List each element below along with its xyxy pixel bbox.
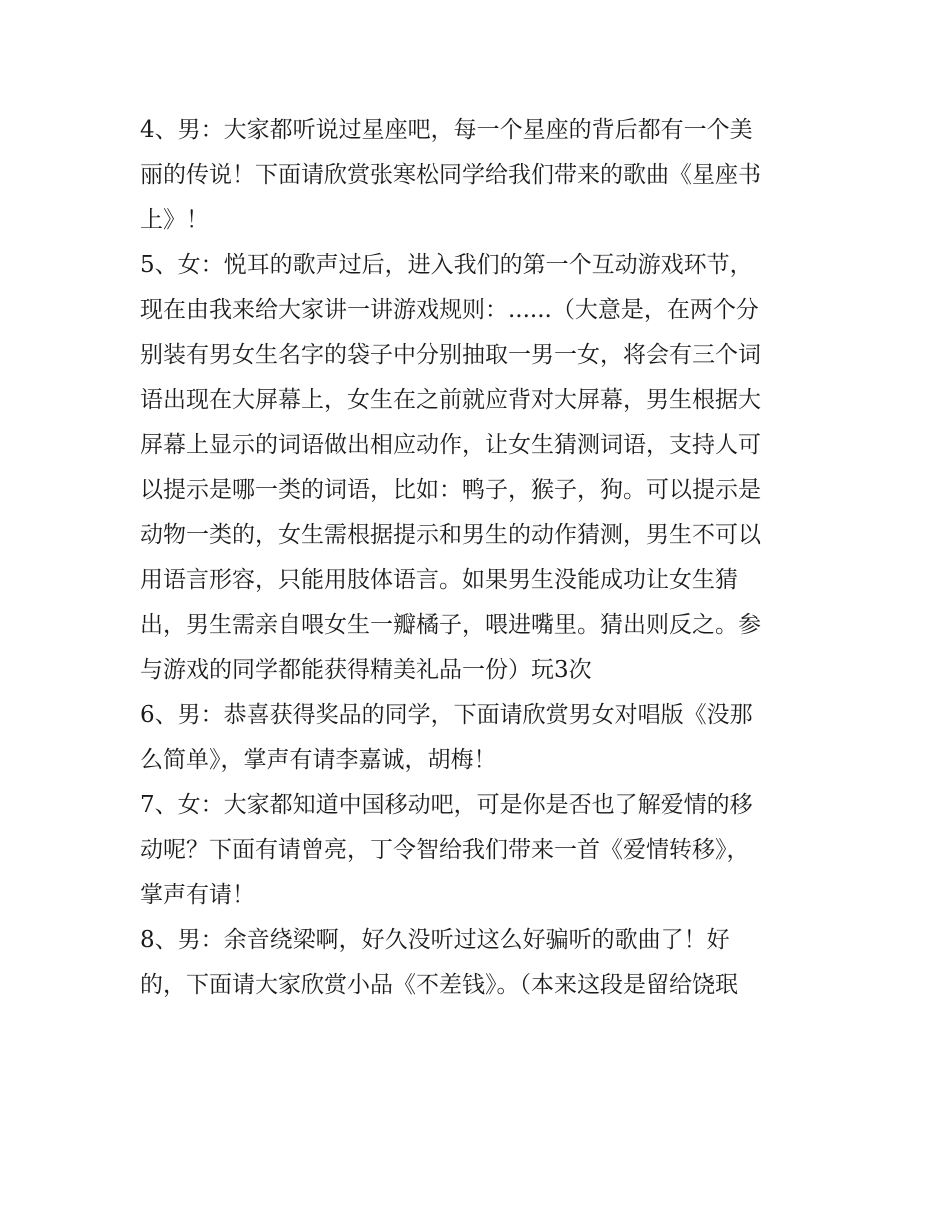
text-line: 么简单》，掌声有请李嘉诚，胡梅！ — [140, 747, 497, 773]
text-line: 8、男：余音绕梁啊，好久没听过这么好骗听的歌曲了！好 — [140, 927, 730, 953]
text-line: 出，男生需亲自喂女生一瓣橘子，喂进嘴里。猜出则反之。参 — [140, 612, 761, 638]
text-line: 别装有男女生名字的袋子中分别抽取一男一女，将会有三个词 — [140, 342, 761, 368]
text-line: 动呢？下面有请曾亮，丁令智给我们带来一首《爱情转移》， — [140, 837, 750, 863]
text-line: 的，下面请大家欣赏小品《不差钱》。（本来这段是留给饶珉 — [140, 972, 738, 998]
text-line: 用语言形容，只能用肢体语言。如果男生没能成功让女生猜 — [140, 567, 738, 593]
text-line: 7、女：大家都知道中国移动吧，可是你是否也了解爱情的移 — [140, 792, 753, 818]
text-line: 语出现在大屏幕上，女生在之前就应背对大屏幕，男生根据大 — [140, 387, 761, 413]
text-line: 与游戏的同学都能获得精美礼品一份）玩3次 — [140, 657, 592, 683]
text-line: 屏幕上显示的词语做出相应动作，让女生猜测词语，支持人可 — [140, 432, 761, 458]
document-body — [140, 108, 820, 1008]
text-line: 上》！ — [140, 207, 209, 233]
text-line: 掌声有请！ — [140, 882, 255, 908]
text-line: 6、男：恭喜获得奖品的同学，下面请欣赏男女对唱版《没那 — [140, 702, 753, 728]
text-line: 现在由我来给大家讲一讲游戏规则：......（大意是，在两个分 — [140, 297, 759, 323]
text-line: 动物一类的，女生需根据提示和男生的动作猜测，男生不可以 — [140, 522, 761, 548]
text-line: 5、女：悦耳的歌声过后，进入我们的第一个互动游戏环节， — [140, 252, 753, 278]
text-line: 以提示是哪一类的词语，比如：鸭子，猴子，狗。可以提示是 — [140, 477, 761, 503]
text-line: 4、男：大家都听说过星座吧，每一个星座的背后都有一个美 — [140, 117, 753, 143]
text-line: 丽的传说！下面请欣赏张寒松同学给我们带来的歌曲《星座书 — [140, 162, 761, 188]
